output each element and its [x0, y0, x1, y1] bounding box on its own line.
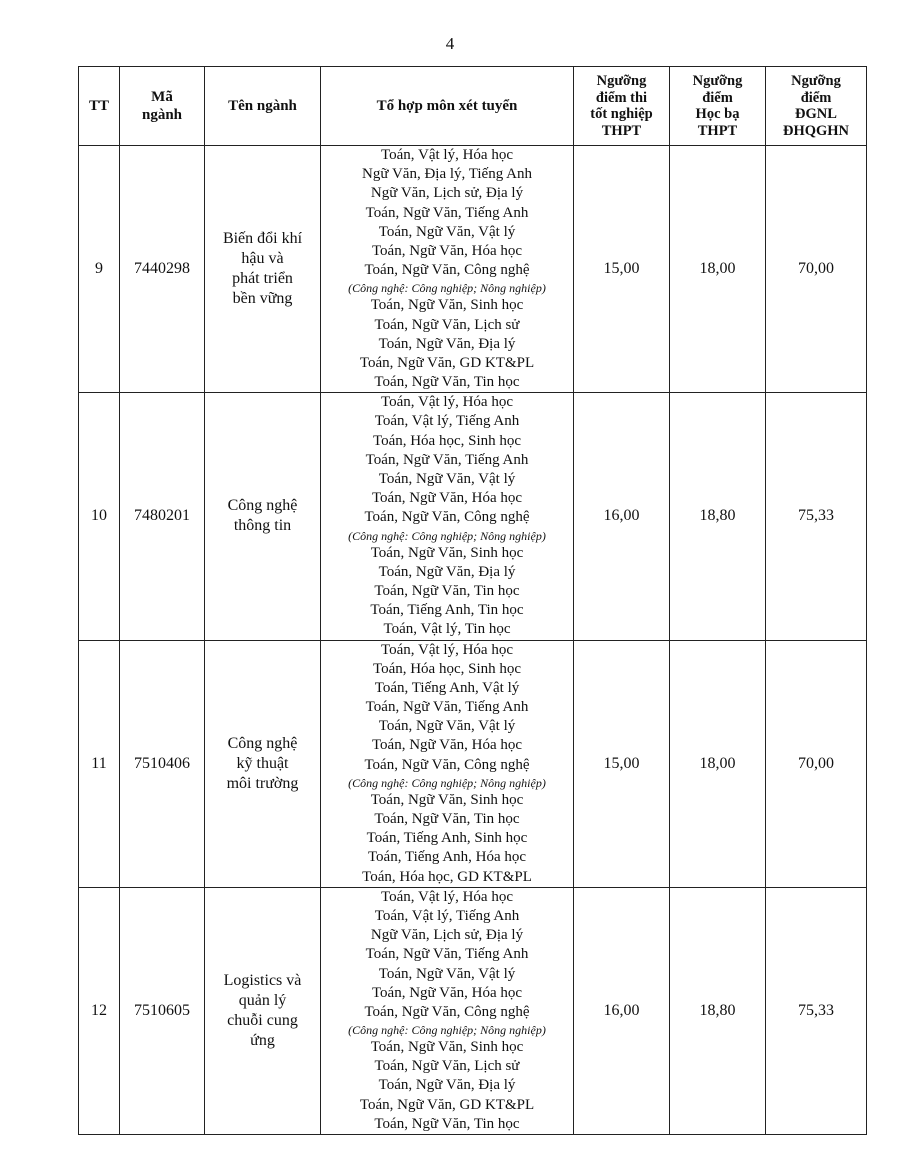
combo-item: Toán, Hóa học, Sinh học	[372, 432, 522, 449]
admissions-table	[78, 66, 867, 1135]
header-dgnl-line: Ngưỡng	[791, 73, 841, 89]
header-thpt-exam-line: tốt nghiệp	[590, 106, 653, 122]
row-name-line: hậu và	[241, 250, 284, 268]
combo-item: Toán, Ngữ Văn, Tiếng Anh	[365, 451, 529, 468]
combo-item: Toán, Vật lý, Hóa học	[381, 641, 513, 658]
combo-item: Toán, Ngữ Văn, GD KT&PL	[359, 1096, 535, 1113]
row-dgnl: 70,00	[766, 640, 867, 887]
header-tt: TT	[79, 67, 120, 146]
combo-note: (Công nghệ: Công nghiệp; Nông nghiệp)	[348, 775, 546, 790]
combo-item: Toán, Ngữ Văn, Vật lý	[378, 965, 516, 982]
row-name	[205, 640, 321, 887]
combo-list	[321, 641, 573, 887]
combo-item: Toán, Ngữ Văn, Lịch sử	[374, 316, 520, 333]
row-combos	[321, 640, 574, 887]
header-dgnl-line: điểm	[800, 89, 832, 106]
combo-item: Toán, Tiếng Anh, Hóa học	[367, 849, 527, 866]
header-transcript-line: THPT	[697, 122, 738, 139]
row-tt: 10	[79, 393, 120, 640]
header-name: Tên ngành	[205, 67, 321, 146]
header-transcript	[670, 67, 766, 146]
combo-item: Toán, Ngữ Văn, Công nghệ	[364, 1003, 530, 1020]
row-code: 7510406	[120, 640, 205, 887]
row-code: 7510605	[120, 887, 205, 1134]
header-thpt-exam-line: điểm thi	[595, 89, 648, 106]
combo-item: Toán, Tiếng Anh, Tin học	[370, 602, 524, 619]
combo-item: Toán, Vật lý, Hóa học	[381, 888, 513, 905]
combo-item: Toán, Ngữ Văn, Hóa học	[371, 242, 523, 259]
header-transcript-line: Ngưỡng	[692, 73, 743, 89]
row-name-line: Công nghệ	[227, 734, 298, 752]
combo-item: Toán, Ngữ Văn, Tin học	[374, 374, 520, 391]
combo-item: Toán, Ngữ Văn, Hóa học	[371, 490, 523, 507]
table-row	[79, 887, 867, 1134]
combo-item: Toán, Ngữ Văn, Lịch sử	[374, 1058, 520, 1075]
combo-item: Toán, Vật lý, Tin học	[383, 621, 511, 638]
combo-item: Toán, Ngữ Văn, Địa lý	[378, 1077, 516, 1094]
header-dgnl-line: ĐGNL	[795, 106, 837, 122]
row-name-line: chuỗi cung	[227, 1011, 298, 1029]
row-dgnl: 70,00	[766, 146, 867, 393]
row-combos	[321, 887, 574, 1134]
row-name-line: thông tin	[233, 517, 292, 535]
combo-item: Toán, Ngữ Văn, Vật lý	[378, 718, 516, 735]
row-name-line: Biến đổi khí	[222, 230, 303, 248]
combo-item: Toán, Hóa học, Sinh học	[372, 660, 522, 677]
combo-item: Toán, Ngữ Văn, Sinh học	[370, 297, 524, 314]
combo-item: Toán, Vật lý, Tiếng Anh	[374, 907, 520, 924]
row-name-line: môi trường	[226, 774, 299, 792]
row-name	[205, 146, 321, 393]
row-transcript: 18,00	[670, 640, 766, 887]
header-thpt-exam-line: THPT	[601, 122, 642, 139]
combo-item: Toán, Hóa học, GD KT&PL	[362, 868, 532, 885]
combo-note: (Công nghệ: Công nghiệp; Nông nghiệp)	[348, 528, 546, 543]
combo-item: Toán, Ngữ Văn, Tiếng Anh	[365, 699, 529, 716]
combo-item: Toán, Ngữ Văn, Tin học	[374, 811, 520, 827]
row-tt: 11	[79, 640, 120, 887]
combo-item: Toán, Ngữ Văn, Công nghệ	[364, 262, 530, 279]
page-number: 4	[445, 34, 455, 53]
combo-item: Ngữ Văn, Địa lý, Tiếng Anh	[362, 166, 532, 183]
row-name-line: phát triển	[232, 270, 293, 288]
combo-note: (Công nghệ: Công nghiệp; Nông nghiệp)	[348, 281, 546, 296]
row-combos	[321, 393, 574, 640]
row-code: 7440298	[120, 146, 205, 393]
row-name-line: Logistics và	[223, 971, 302, 989]
header-transcript-line: Học bạ	[695, 106, 740, 122]
combo-item: Toán, Ngữ Văn, GD KT&PL	[359, 354, 535, 371]
row-name	[205, 887, 321, 1134]
table-row	[79, 640, 867, 887]
combo-item: Toán, Ngữ Văn, Tin học	[374, 1115, 520, 1132]
row-transcript: 18,00	[670, 146, 766, 393]
combo-item: Toán, Ngữ Văn, Tin học	[374, 582, 520, 599]
header-transcript-line: điểm	[702, 89, 733, 106]
row-name-line: kỹ thuật	[236, 754, 289, 772]
row-tt: 12	[79, 887, 120, 1134]
header-code-line: ngành	[141, 107, 183, 123]
row-name-line: ứng	[250, 1031, 275, 1049]
combo-item: Toán, Ngữ Văn, Sinh học	[370, 791, 524, 808]
combo-item: Toán, Ngữ Văn, Địa lý	[378, 335, 516, 352]
row-name-line: quản lý	[238, 991, 287, 1009]
combo-item: Toán, Vật lý, Hóa học	[381, 394, 513, 411]
row-dgnl: 75,33	[766, 393, 867, 640]
table-row	[79, 393, 867, 640]
combo-list	[321, 888, 573, 1134]
combo-item: Toán, Ngữ Văn, Tiếng Anh	[365, 204, 529, 221]
combo-item: Toán, Ngữ Văn, Vật lý	[378, 471, 516, 487]
header-thpt-exam	[574, 67, 670, 146]
combo-item: Toán, Ngữ Văn, Hóa học	[371, 984, 523, 1001]
combo-list	[321, 393, 573, 639]
combo-item: Toán, Ngữ Văn, Công nghệ	[364, 509, 530, 526]
combo-item: Toán, Tiếng Anh, Vật lý	[374, 679, 520, 696]
combo-item: Toán, Ngữ Văn, Sinh học	[370, 544, 524, 561]
combo-list	[321, 146, 573, 392]
row-thpt-exam: 16,00	[574, 393, 670, 640]
row-transcript: 18,80	[670, 887, 766, 1134]
row-name	[205, 393, 321, 640]
table-row	[79, 146, 867, 393]
row-combos	[321, 146, 574, 393]
row-code: 7480201	[120, 393, 205, 640]
row-name-line: Công nghệ	[227, 497, 298, 515]
combo-item: Toán, Ngữ Văn, Vật lý	[378, 223, 516, 240]
combo-item: Ngữ Văn, Lịch sử, Địa lý	[370, 185, 524, 202]
row-thpt-exam: 16,00	[574, 887, 670, 1134]
row-tt: 9	[79, 146, 120, 393]
header-dgnl	[766, 67, 867, 146]
row-thpt-exam: 15,00	[574, 640, 670, 887]
header-row	[79, 67, 867, 146]
combo-item: Toán, Ngữ Văn, Tiếng Anh	[365, 946, 529, 963]
row-transcript: 18,80	[670, 393, 766, 640]
header-code-line: Mã	[151, 89, 173, 105]
row-thpt-exam: 15,00	[574, 146, 670, 393]
header-combos: Tổ hợp môn xét tuyển	[321, 67, 574, 146]
combo-item: Toán, Ngữ Văn, Địa lý	[378, 563, 516, 580]
combo-item: Ngữ Văn, Lịch sử, Địa lý	[370, 927, 524, 944]
row-name-line: bền vững	[232, 290, 293, 308]
combo-note: (Công nghệ: Công nghiệp; Nông nghiệp)	[348, 1023, 546, 1038]
header-dgnl-line: ĐHQGHN	[782, 122, 850, 139]
combo-item: Toán, Vật lý, Tiếng Anh	[374, 413, 520, 430]
combo-item: Toán, Ngữ Văn, Công nghệ	[364, 756, 530, 773]
header-code	[120, 67, 205, 146]
combo-item: Toán, Vật lý, Hóa học	[381, 147, 513, 163]
header-thpt-exam-line: Ngưỡng	[596, 73, 647, 89]
table-body	[79, 146, 867, 1135]
combo-item: Toán, Tiếng Anh, Sinh học	[366, 830, 528, 847]
combo-item: Toán, Ngữ Văn, Hóa học	[371, 737, 523, 754]
row-dgnl: 75,33	[766, 887, 867, 1134]
combo-item: Toán, Ngữ Văn, Sinh học	[370, 1039, 524, 1056]
